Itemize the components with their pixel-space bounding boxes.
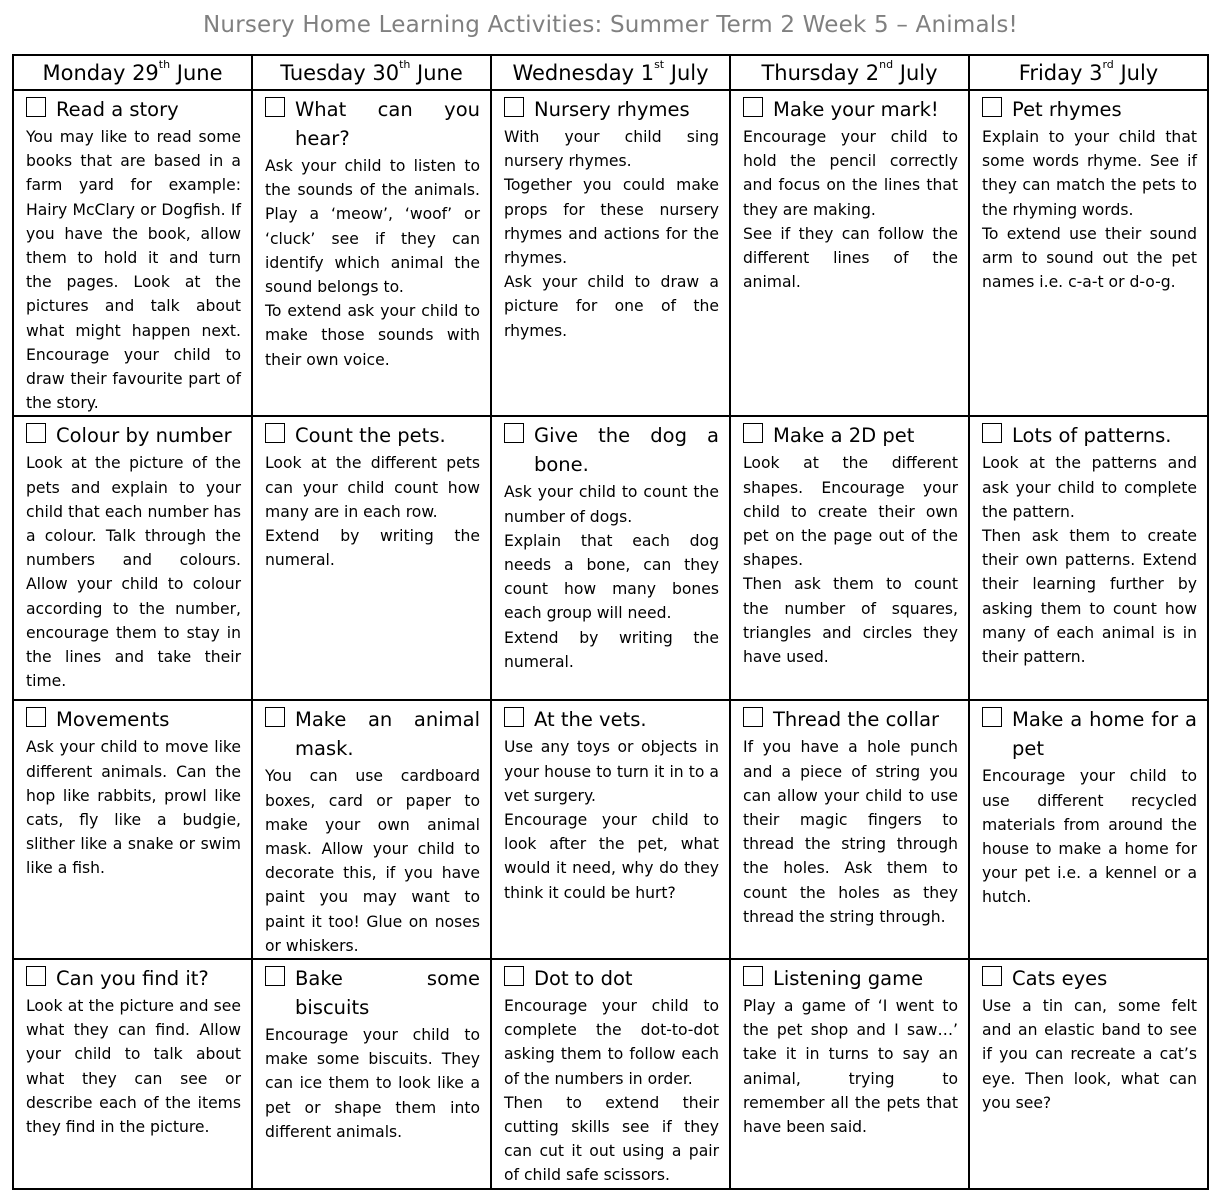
activity-text: Encourage your child to use different recycled materials from around the house to make a home for your pet i.e. a kennel or a hutch. <box>982 767 1197 907</box>
activity-text: Look at the different pets can your child count how many are in each row. <box>265 454 480 521</box>
activity-card <box>731 417 968 669</box>
activity-cell <box>13 959 252 1189</box>
activity-text: To extend use their sound arm to sound out the pet names i.e. c-a-t or d-o-g. <box>982 224 1197 292</box>
activity-row <box>13 959 1208 1189</box>
activity-cell <box>969 959 1208 1189</box>
activity-text: Look at the picture and see what they can find. Allow your child to talk about what they can see or describe each of the items they find in the picture. <box>26 997 241 1137</box>
activity-description <box>26 451 241 693</box>
activity-text: Use a tin can, some felt and an elastic band to see if you can recreate a cat’s eye. Then look, what can you see? <box>982 997 1197 1112</box>
activity-text: Look at the patterns and ask your child to complete the pattern. <box>982 454 1197 521</box>
activity-row <box>13 90 1208 416</box>
activity-text: Ask your child to move like different animals. Can the hop like rabbits, prowl like cats, fly like a budgie, slither like a snake or swim like a fish. <box>26 738 241 878</box>
activity-description <box>982 994 1197 1115</box>
activity-row <box>13 700 1208 959</box>
activity-text: You may like to read some books that are based in a farm yard for example: Hairy McClary or Dogfish. If you have the book, allow them to hold it and turn the pages. Look at the pictures and talk about what might happen next. Encourage your child to draw their favourite part of the story. <box>26 128 241 413</box>
activity-checkbox[interactable] <box>504 707 524 727</box>
page-title: Nursery Home Learning Activities: Summer Term 2 Week 5 – Animals! <box>203 12 1018 38</box>
activity-checkbox[interactable] <box>982 97 1002 117</box>
activity-checkbox[interactable] <box>743 966 763 986</box>
activity-cell <box>730 700 969 959</box>
activity-title: Make a 2D pet <box>773 424 915 448</box>
activity-title: Give the dog a bone. <box>534 424 719 477</box>
activity-text: To extend ask your child to make those sounds with their own voice. <box>265 302 480 369</box>
activity-heading <box>265 95 480 153</box>
activity-row <box>13 416 1208 700</box>
day-header-tuesday: Tuesday 30th June <box>252 55 491 90</box>
activity-text: Encourage your child to look after the pet, what would it need, why do they think it could be hurt? <box>504 811 719 902</box>
activity-card <box>731 960 968 1139</box>
activity-description <box>504 994 719 1188</box>
activity-description <box>504 735 719 904</box>
activity-text: Look at the different shapes. Encourage your child to create their own pet on the page out of the shapes. <box>743 454 958 570</box>
activity-card <box>970 91 1207 294</box>
activity-card <box>492 701 729 904</box>
activity-heading <box>743 705 958 734</box>
activity-text: Ask your child to listen to the sounds of the animals. Play a ‘meow’, ‘woof’ or ‘cluck’ see if they can identify which animal the sound belongs to. <box>265 157 480 297</box>
activity-checkbox[interactable] <box>504 423 524 443</box>
activity-grid <box>12 54 1209 1190</box>
day-header-wednesday: Wednesday 1st July <box>491 55 730 90</box>
activity-description <box>982 764 1197 909</box>
activity-text: Use any toys or objects in your house to turn it in to a vet surgery. <box>504 738 719 805</box>
day-header-monday: Monday 29th June <box>13 55 252 90</box>
activity-description <box>743 735 958 929</box>
activity-text: Then ask them to create their own patterns. Extend their learning further by asking them to count how many of each animal is in their pattern. <box>982 527 1197 667</box>
activity-text: Then to extend their cutting skills see if they can cut it out using a pair of child safe scissors. <box>504 1093 719 1185</box>
activity-title: At the vets. <box>534 708 647 732</box>
activity-card <box>492 91 729 343</box>
activity-checkbox[interactable] <box>982 707 1002 727</box>
activity-text: Encourage your child to make some biscuits. They can ice them to look like a pet or shape them into different animals. <box>265 1026 480 1141</box>
activity-heading <box>265 705 480 763</box>
activity-description <box>504 125 719 343</box>
activity-cell <box>13 416 252 700</box>
activity-cell <box>252 416 491 700</box>
activity-heading <box>26 705 241 734</box>
activity-heading <box>26 421 241 450</box>
day-header-thursday: Thursday 2nd July <box>730 55 969 90</box>
activity-description <box>265 154 480 372</box>
activity-heading <box>504 95 719 124</box>
activity-description <box>265 764 480 958</box>
activity-checkbox[interactable] <box>504 97 524 117</box>
activity-heading <box>504 421 719 479</box>
activity-title: Thread the collar <box>773 708 940 732</box>
activity-cell <box>252 700 491 959</box>
activity-text: With your child sing nursery rhymes. <box>504 128 719 171</box>
activity-card <box>731 91 968 294</box>
activity-title: Bake some biscuits <box>295 967 480 1020</box>
activity-heading <box>982 95 1197 124</box>
activity-card <box>731 701 968 929</box>
activity-cell <box>491 90 730 416</box>
activity-checkbox[interactable] <box>504 966 524 986</box>
activity-card <box>492 417 729 674</box>
activity-heading <box>743 421 958 450</box>
activity-checkbox[interactable] <box>265 966 285 986</box>
activity-card <box>253 417 490 572</box>
activity-title: Listening game <box>773 967 924 991</box>
activity-description <box>743 451 958 669</box>
activity-card <box>14 960 251 1139</box>
activity-text: You can use cardboard boxes, card or paper to make your own animal mask. Allow your child to decorate this, if you have paint you may want to paint it too! Glue on noses or whiskers. <box>265 767 480 955</box>
activity-card <box>14 91 251 415</box>
activity-checkbox[interactable] <box>982 966 1002 986</box>
activity-cell <box>491 959 730 1189</box>
activity-text: Ask your child to draw a picture for one of the rhymes. <box>504 273 719 340</box>
activity-title: Can you find it? <box>56 967 209 991</box>
activity-checkbox[interactable] <box>743 707 763 727</box>
activity-text: Extend by writing the numeral. <box>504 628 719 671</box>
activity-title: Make an animal mask. <box>295 708 480 761</box>
activity-checkbox[interactable] <box>26 423 46 443</box>
activity-card <box>970 701 1207 909</box>
activity-cell <box>969 700 1208 959</box>
activity-checkbox[interactable] <box>26 707 46 727</box>
activity-card <box>253 960 490 1144</box>
activity-cell <box>730 416 969 700</box>
activity-text: Encourage your child to complete the dot-to-dot asking them to follow each of the numbers in order. <box>504 997 719 1088</box>
activity-text: Look at the picture of the pets and explain to your child that each number has a colour. Talk through the numbers and colours. Allow your child to colour according to the number, encourage them to stay in the lines and take their time. <box>26 454 241 691</box>
activity-description <box>743 125 958 294</box>
activity-cell <box>13 90 252 416</box>
activity-heading <box>504 705 719 734</box>
activity-heading <box>982 421 1197 450</box>
activity-cell <box>969 416 1208 700</box>
activity-card <box>492 960 729 1188</box>
activity-text: Encourage your child to hold the pencil correctly and focus on the lines that they are making. <box>743 128 958 219</box>
activity-description <box>743 994 958 1139</box>
activity-title: Movements <box>56 708 170 732</box>
activity-title: Lots of patterns. <box>1012 424 1172 448</box>
activity-title: Count the pets. <box>295 424 446 448</box>
activity-checkbox[interactable] <box>26 966 46 986</box>
activity-card <box>970 417 1207 669</box>
activity-heading <box>26 95 241 124</box>
activity-text: Explain to your child that some words rhyme. See if they can match the pets to the rhyming words. <box>982 128 1197 219</box>
activity-heading <box>265 964 480 1022</box>
activity-checkbox[interactable] <box>265 707 285 727</box>
activity-text: Then ask them to count the number of squares, triangles and circles they have used. <box>743 575 958 667</box>
activity-text: Ask your child to count the number of dogs. <box>504 483 719 526</box>
activity-text: Extend by writing the numeral. <box>265 527 480 570</box>
activity-text: See if they can follow the different lines of the animal. <box>743 224 958 292</box>
activity-text: Play a game of ‘I went to the pet shop and I saw…’ take it in turns to say an animal, trying to remember all the pets that have been said. <box>743 997 958 1137</box>
activity-title: Colour by number <box>56 424 232 448</box>
activity-heading <box>504 964 719 993</box>
activity-checkbox[interactable] <box>982 423 1002 443</box>
activity-description <box>265 451 480 572</box>
activity-description <box>982 125 1197 294</box>
activity-title: Pet rhymes <box>1012 98 1122 121</box>
day-header-row <box>13 55 1208 90</box>
activity-card <box>253 701 490 958</box>
activity-title: Nursery rhymes <box>534 98 690 121</box>
activity-title: What can you hear? <box>295 98 480 150</box>
activity-description <box>26 125 241 415</box>
activity-cell <box>730 959 969 1189</box>
activity-heading <box>982 964 1197 993</box>
activity-text: If you have a hole punch and a piece of string you can allow your child to use their magic fingers to thread the string through the holes. Ask them to count the holes as they thread the string through. <box>743 738 958 926</box>
activity-description <box>504 480 719 674</box>
activity-card <box>253 91 490 372</box>
activity-cell <box>969 90 1208 416</box>
activity-cell <box>252 90 491 416</box>
activity-heading <box>982 705 1197 763</box>
activity-cell <box>491 700 730 959</box>
activity-cell <box>730 90 969 416</box>
activity-heading <box>265 421 480 450</box>
activity-card <box>970 960 1207 1115</box>
activity-title: Make your mark! <box>773 98 939 121</box>
activity-text: Explain that each dog needs a bone, can they count how many bones each group will need. <box>504 531 719 623</box>
activity-heading <box>743 964 958 993</box>
activity-card <box>14 701 251 880</box>
activity-heading <box>26 964 241 993</box>
activity-description <box>265 1023 480 1144</box>
activity-title: Dot to dot <box>534 967 633 991</box>
activity-cell <box>491 416 730 700</box>
activity-description <box>26 994 241 1139</box>
activity-checkbox[interactable] <box>743 97 763 117</box>
activity-title: Make a home for a pet <box>1012 708 1197 761</box>
activity-description <box>982 451 1197 669</box>
activity-cell <box>252 959 491 1189</box>
activity-text: Together you could make props for these nursery rhymes and actions for the rhymes. <box>504 176 719 268</box>
day-header-friday: Friday 3rd July <box>969 55 1208 90</box>
activity-checkbox[interactable] <box>26 97 46 117</box>
activity-checkbox[interactable] <box>265 423 285 443</box>
activity-heading <box>743 95 958 124</box>
activity-title: Read a story <box>56 98 179 121</box>
activity-checkbox[interactable] <box>265 97 285 117</box>
activity-card <box>14 417 251 693</box>
activity-checkbox[interactable] <box>743 423 763 443</box>
activity-cell <box>13 700 252 959</box>
activity-description <box>26 735 241 880</box>
activity-title: Cats eyes <box>1012 967 1108 991</box>
